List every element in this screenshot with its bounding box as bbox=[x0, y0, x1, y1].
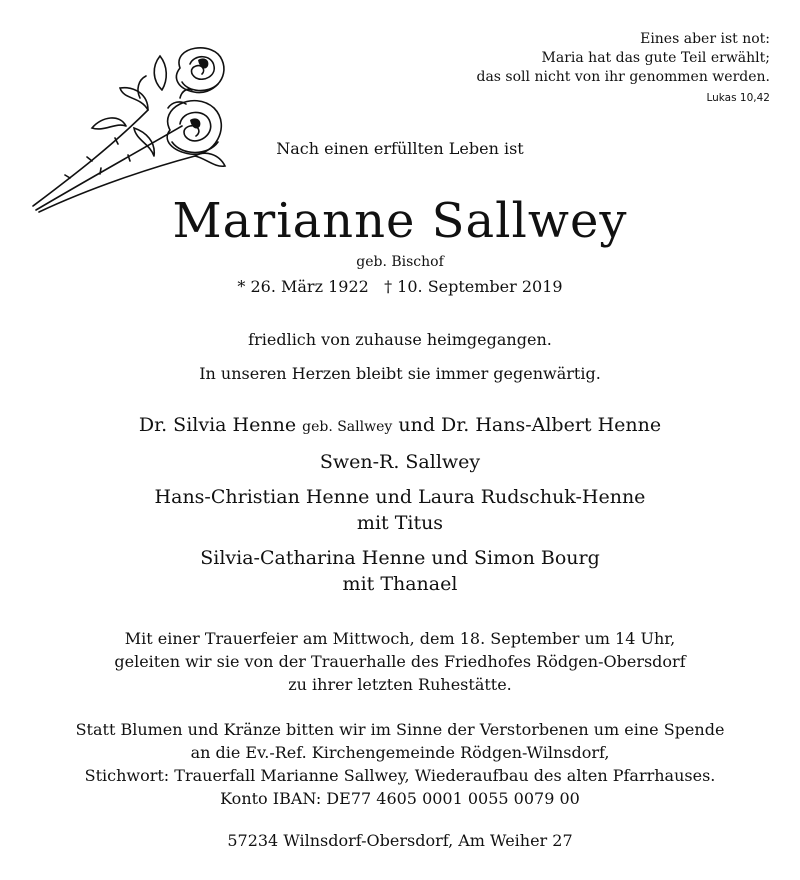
donation-line: Konto IBAN: DE77 4605 0001 0055 0079 00 bbox=[220, 789, 580, 808]
rose-illustration bbox=[30, 38, 245, 213]
mourner-line: Silvia-Catharina Henne und Simon Bourg bbox=[200, 547, 600, 569]
memory-text: In unseren Herzen bleibt sie immer gegenwärtig. bbox=[199, 364, 601, 383]
mourner-line bbox=[0, 414, 800, 436]
deceased-name: Marianne Sallwey bbox=[172, 193, 628, 249]
mourner-name: Dr. Silvia Henne bbox=[138, 414, 297, 436]
life-dates: * 26. März 1922 † 10. September 2019 bbox=[237, 277, 563, 296]
donation-line: Stichwort: Trauerfall Marianne Sallwey, Wiederaufbau des alten Pfarrhauses. bbox=[84, 766, 716, 785]
donation-info bbox=[0, 718, 800, 810]
passing-text: friedlich von zuhause heimgegangen. bbox=[248, 330, 552, 349]
mourner-line: Hans-Christian Henne und Laura Rudschuk-Henne bbox=[154, 486, 646, 508]
donation-line: an die Ev.-Ref. Kirchengemeinde Rödgen-Wilnsdorf, bbox=[190, 743, 610, 762]
funeral-line: geleiten wir sie von der Trauerhalle des Friedhofes Rödgen-Obersdorf bbox=[114, 652, 686, 671]
funeral-line: Mit einer Trauerfeier am Mittwoch, dem 18. September um 14 Uhr, bbox=[124, 629, 676, 648]
quote-line: Maria hat das gute Teil erwählt; bbox=[541, 50, 770, 66]
quote-line: das soll nicht von ihr genommen werden. bbox=[476, 69, 770, 85]
mourner-line: mit Thanael bbox=[342, 573, 458, 595]
mourner-line: mit Titus bbox=[356, 512, 444, 534]
bible-quote bbox=[476, 30, 770, 108]
funeral-info bbox=[0, 627, 800, 696]
mourner-maiden-name: geb. Sallwey bbox=[302, 419, 393, 435]
family-address: 57234 Wilnsdorf-Obersdorf, Am Weiher 27 bbox=[227, 831, 573, 850]
maiden-name: geb. Bischof bbox=[356, 254, 444, 270]
donation-line: Statt Blumen und Kränze bitten wir im Sinne der Verstorbenen um eine Spende bbox=[75, 720, 725, 739]
mourner-name: und Dr. Hans-Albert Henne bbox=[398, 414, 662, 436]
mourner-line: Swen-R. Sallwey bbox=[319, 451, 481, 473]
funeral-line: zu ihrer letzten Ruhestätte. bbox=[288, 675, 512, 694]
intro-text: Nach einen erfüllten Leben ist bbox=[276, 139, 524, 158]
quote-line: Eines aber ist not: bbox=[640, 31, 770, 47]
quote-source: Lukas 10,42 bbox=[706, 92, 770, 104]
